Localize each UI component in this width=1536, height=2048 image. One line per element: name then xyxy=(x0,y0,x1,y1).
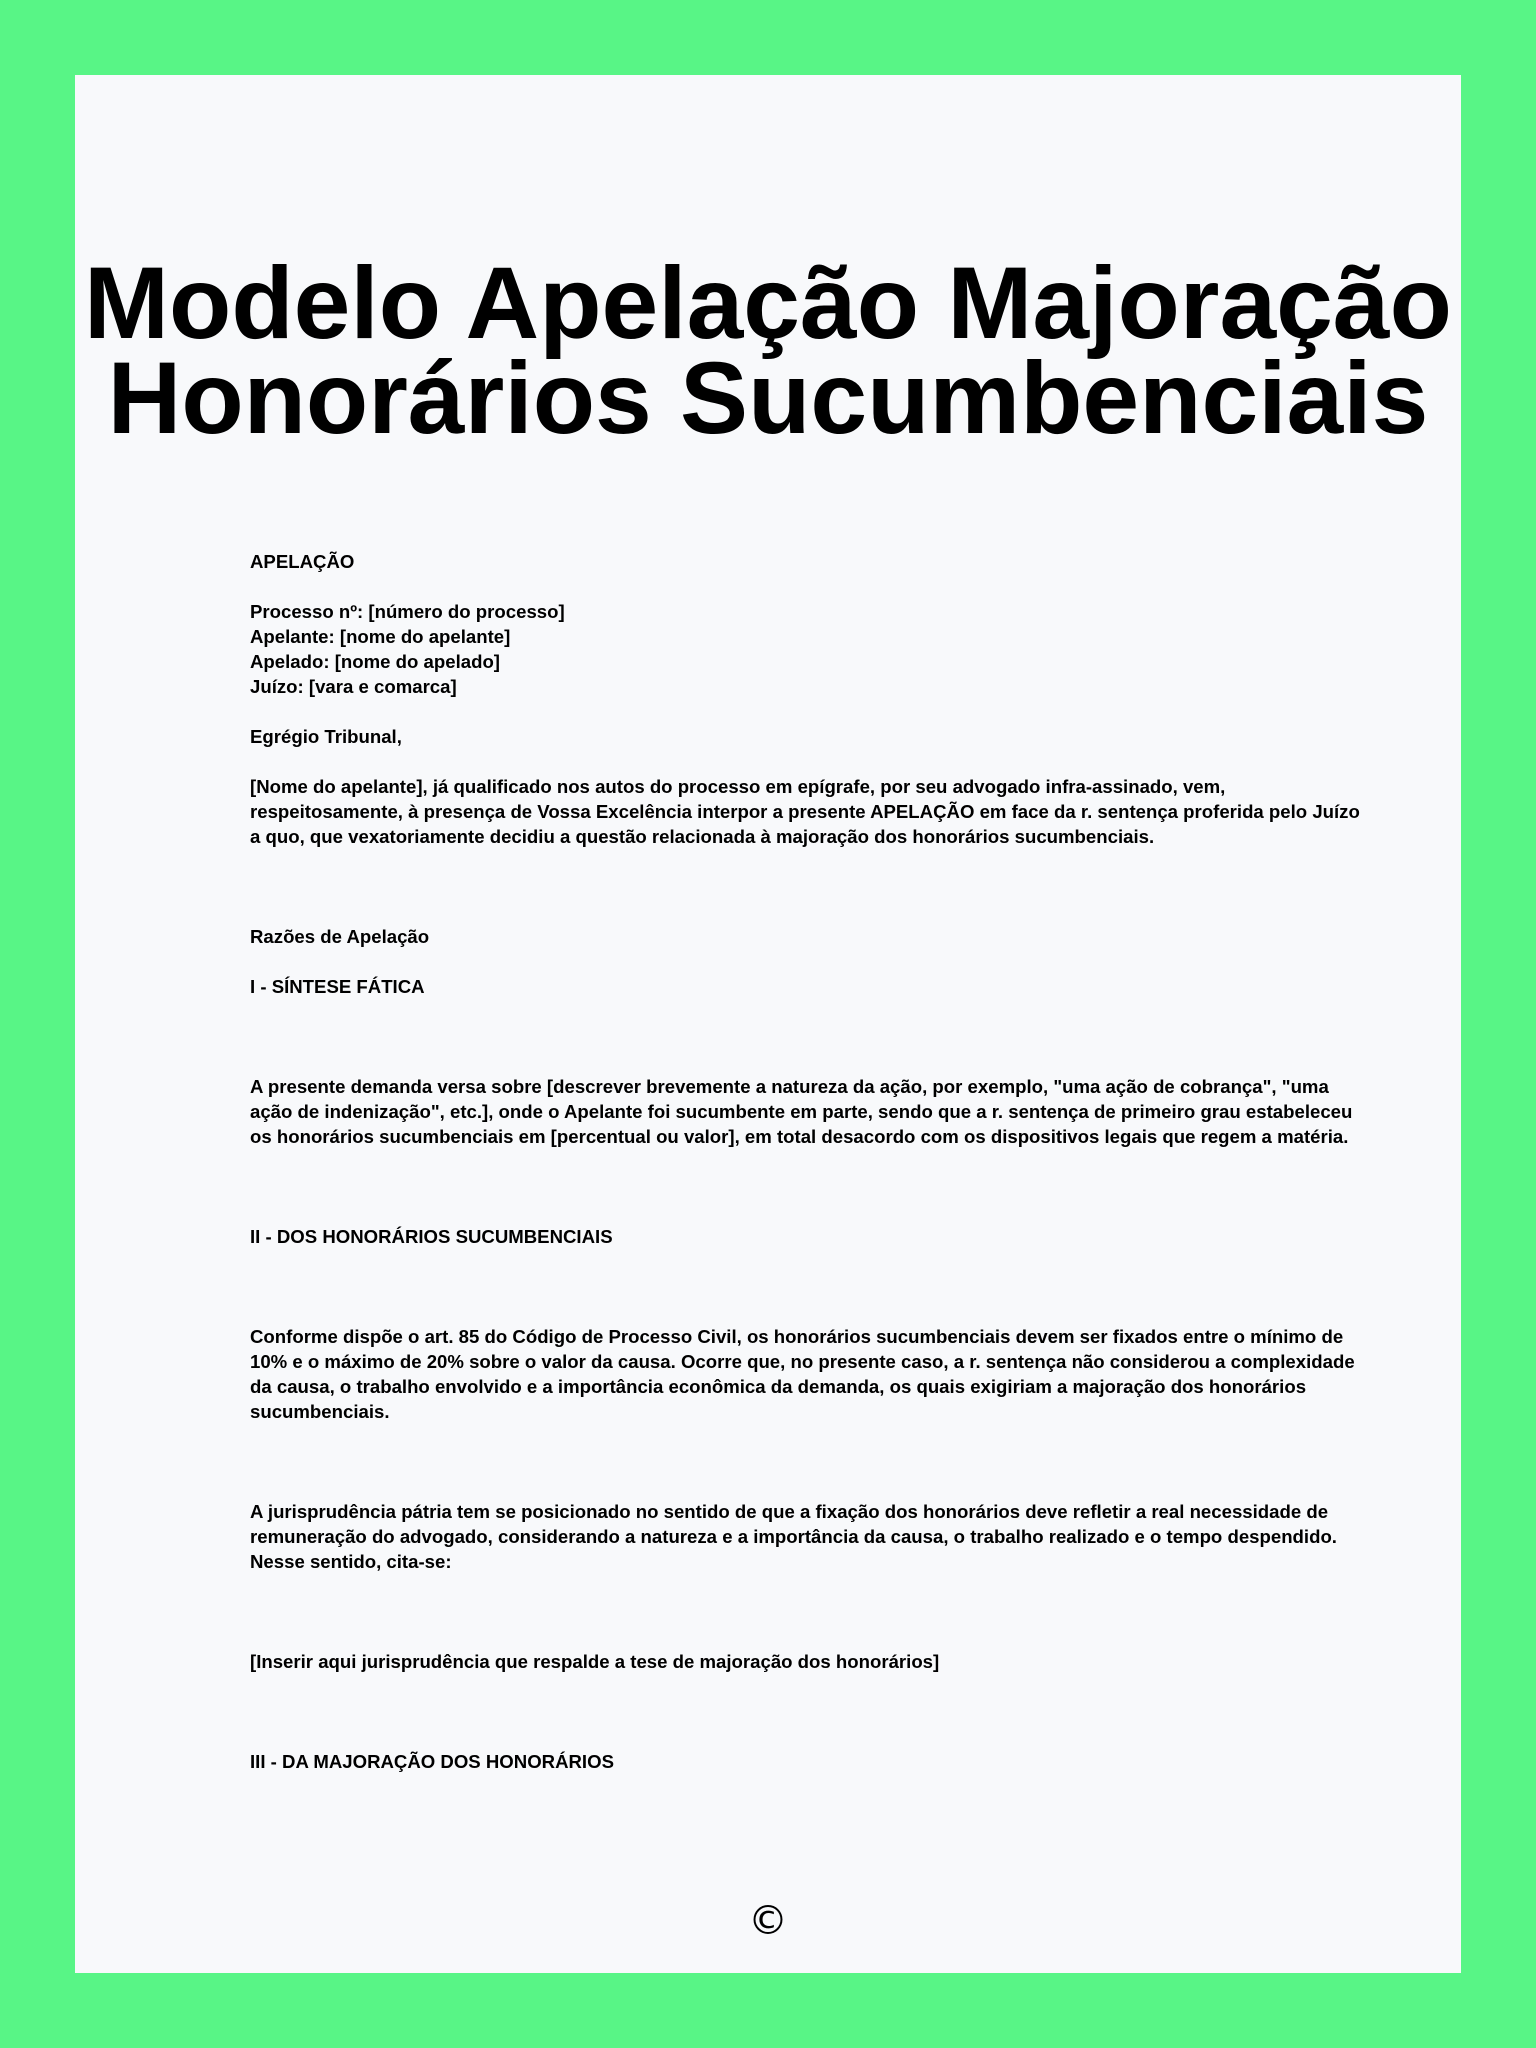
jurisprudence-placeholder: [Inserir aqui jurisprudência que respalde a tese de majoração dos honorários] xyxy=(250,1651,940,1672)
apelante-line: Apelante: [nome do apelante] xyxy=(250,626,511,647)
title-line-2: Honorários Sucumbenciais xyxy=(107,341,1429,455)
section-2-paragraph-2: A jurisprudência pátria tem se posicionado no sentido de que a fixação dos honorários deve refletir a real necessidade de remuneração do advogado, considerando a natureza e a importância da causa, o trabalho realizado e o tempo despendido. Nesse sentido, cita-se: xyxy=(250,1501,1337,1572)
processo-line: Processo nº: [número do processo] xyxy=(250,601,565,622)
title-line-1: Modelo Apelação Majoração xyxy=(84,246,1452,360)
section-2-paragraph-1: Conforme dispõe o art. 85 do Código de Processo Civil, os honorários sucumbenciais devem ser fixados entre o mínimo de 10% e o máximo de 20% sobre o valor da causa. Ocorre que, no presente caso, a r. sentença não considerou a complexidade da causa, o trabalho envolvido e a importância econômica da demanda, os quais exigiriam a majoração dos honorários sucumbenciais. xyxy=(250,1326,1355,1422)
section-1-title: I - SÍNTESE FÁTICA xyxy=(250,976,425,997)
document-page xyxy=(75,75,1461,1973)
razoes-heading: Razões de Apelação xyxy=(250,926,430,947)
section-1-paragraph: A presente demanda versa sobre [descrever brevemente a natureza da ação, por exemplo, "uma ação de cobrança", "uma ação de indenização", etc.], onde o Apelante foi sucumbente em parte, sendo que a r. sentença de primeiro grau estabeleceu os honorários sucumbenciais em [percentual ou valor], em total desacordo com os dispositivos legais que regem a matéria. xyxy=(250,1076,1353,1147)
juizo-line: Juízo: [vara e comarca] xyxy=(250,676,457,697)
apelado-line: Apelado: [nome do apelado] xyxy=(250,651,500,672)
page-title xyxy=(75,246,1461,455)
section-3-title: III - DA MAJORAÇÃO DOS HONORÁRIOS xyxy=(250,1751,614,1772)
intro-paragraph: [Nome do apelante], já qualificado nos autos do processo em epígrafe, por seu advogado infra-assinado, vem, respeitosamente, à presença de Vossa Excelência interpor a presente APELAÇÃO em face da r. sentença proferida pelo Juízo a quo, que vexatoriamente decidiu a questão relacionada à majoração dos honorários sucumbenciais. xyxy=(250,776,1360,847)
salutation: Egrégio Tribunal, xyxy=(250,726,402,747)
document-heading: APELAÇÃO xyxy=(250,551,355,572)
copyright-icon: © xyxy=(748,1898,788,1944)
document-body xyxy=(250,549,1360,1774)
section-2-title: II - DOS HONORÁRIOS SUCUMBENCIAIS xyxy=(250,1226,613,1247)
